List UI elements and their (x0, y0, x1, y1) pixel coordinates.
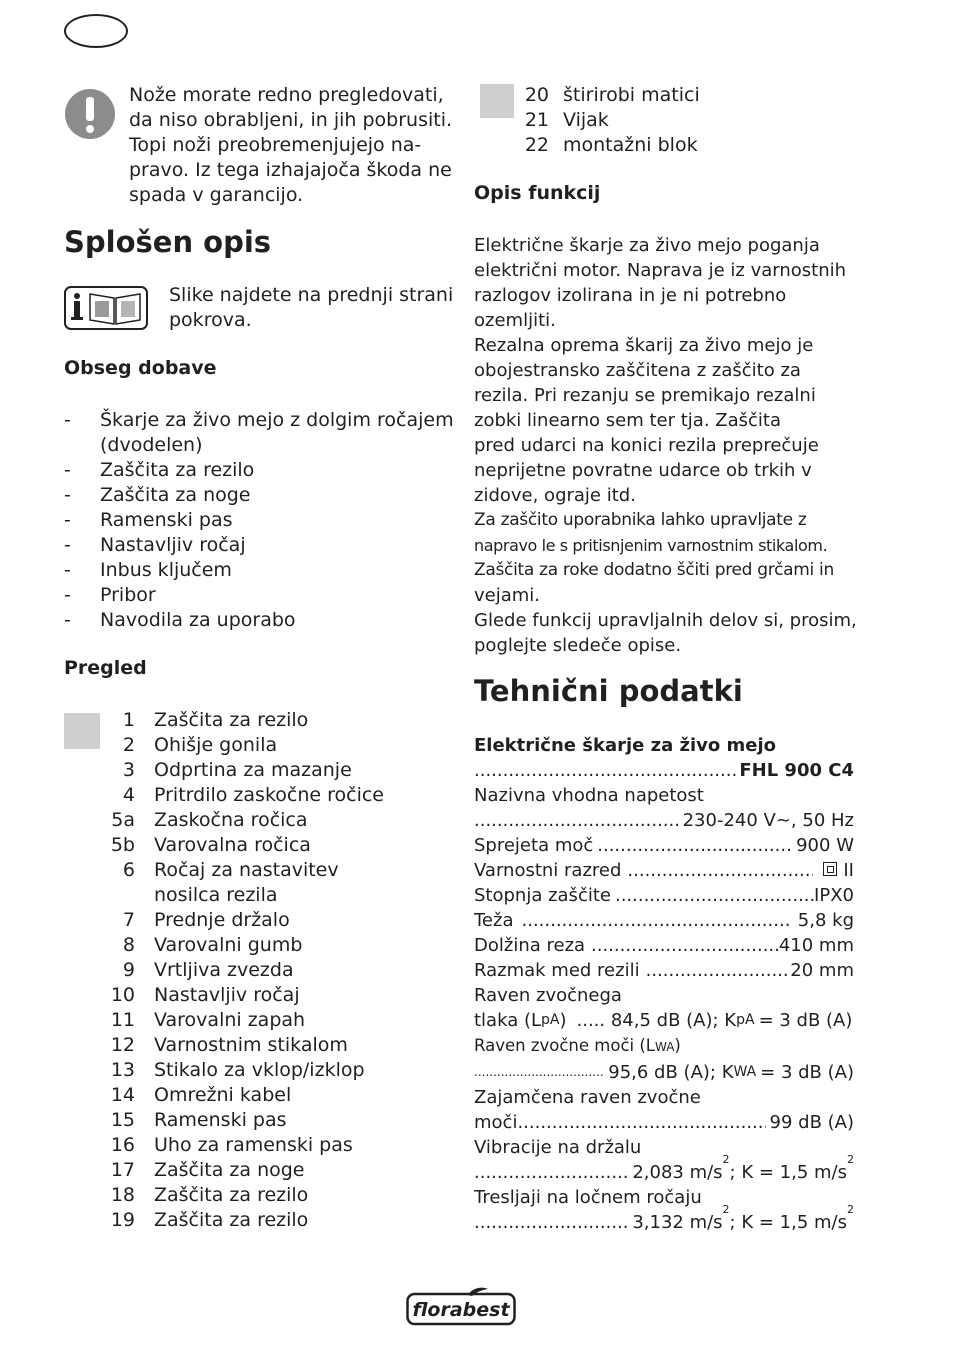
spec-row-cut: Dolžina reza ..... 410 mm (474, 933, 854, 958)
text-line: zobki linearno sem ter tja. Zaščita (474, 410, 781, 431)
list-item: 20 štirirobi matici (524, 84, 700, 106)
text-line: električni motor. Naprava je iz varnostnih (474, 260, 847, 281)
list-item: - Inbus ključem (64, 559, 232, 581)
spec-row-weight: Teža ..... 5,8 kg (474, 908, 854, 933)
info-text (169, 283, 453, 333)
section-title-overview: Pregled (64, 657, 147, 679)
text-line: pravo. Iz tega izhajajoča škoda ne (129, 159, 452, 181)
text-line: poglejte sledeče opise. (474, 635, 682, 656)
list-item: 1 Zaščita za rezilo (122, 709, 309, 731)
text-line: Za zaščito uporabnika lahko upravljate z (474, 510, 807, 530)
florabest-logo (406, 1286, 516, 1326)
functions-text (474, 233, 857, 658)
list-item: 15 Ramenski pas (110, 1109, 287, 1131)
list-item: 12 Varnostnim stikalom (110, 1034, 348, 1056)
list-item: 5a Zaskočna ročica (111, 809, 308, 831)
text-line: napravo le s pritisnjenim varnostnim stikalom. (474, 536, 828, 555)
spec-label: Tresljaji na ločnem ročaju (474, 1187, 702, 1208)
spec-label: Zajamčena raven zvočne (474, 1087, 701, 1108)
list-item: 22 montažni blok (524, 134, 698, 156)
text-line: zidove, ograje itd. (474, 485, 636, 506)
list-item: 11 Varovalni zapah (110, 1009, 306, 1031)
warning-text (129, 83, 452, 208)
spec-label: Raven zvočnega (474, 985, 622, 1006)
list-item: - Nastavljiv ročaj (64, 534, 246, 556)
list-item: 13 Stikalo za vklop/izklop (110, 1059, 365, 1081)
list-item: 21 Vijak (524, 109, 609, 131)
info-book-icon (64, 286, 148, 330)
list-item: - Pribor (64, 584, 156, 606)
list-item: 5b Varovalna ročica (110, 834, 311, 856)
list-item: 14 Omrežni kabel (110, 1084, 292, 1106)
figure-reference-square (64, 713, 100, 749)
list-item: 6 Ročaj za nastavitev (122, 859, 339, 881)
list-item: 9 Vrtljiva zvezda (122, 959, 294, 981)
spec-row-model (474, 758, 854, 783)
text-line: ozemljiti. (474, 310, 556, 331)
text-line: pokrova. (169, 309, 252, 331)
language-badge (64, 14, 128, 48)
spec-row-vibration-loop: ..... 3,132 m/s 2 ; K = 1,5 m/s 2 (474, 1210, 854, 1235)
list-item: - Zaščita za noge (64, 484, 251, 506)
list-item: 10 Nastavljiv ročaj (110, 984, 300, 1006)
text-line: neprijetne povratne udarce ob trkih v (474, 460, 812, 481)
section-title-functions: Opis funkcij (474, 182, 601, 204)
text-line: Slike najdete na prednji strani (169, 284, 454, 306)
logo-text: florabest (412, 1299, 510, 1321)
list-item: - Navodila za uporabo (64, 609, 296, 631)
list-item: - Zaščita za rezilo (64, 459, 255, 481)
list-item: 17 Zaščita za noge (110, 1159, 305, 1181)
model-value: FHL 900 C4 (739, 760, 854, 781)
overview-list (107, 708, 384, 1233)
spec-row-guaranteed: moči ..... 99 dB (A) (474, 1110, 854, 1135)
list-item: 2 Ohišje gonila (122, 734, 278, 756)
list-item: (dvodelen) (100, 434, 203, 456)
spec-row-spl: tlaka (L pA ) ..... 84,5 dB (A); K pA = 3 dB (A) (474, 1010, 853, 1031)
warning-icon (64, 88, 116, 140)
spec-row-lwa: ..... 95,6 dB (A); K WA = 3 dB (A) (474, 1060, 854, 1085)
list-item: nosilca rezila (154, 884, 278, 906)
text-line: Električne škarje za živo mejo poganja (474, 235, 820, 256)
product-label: Električne škarje za živo mejo (474, 735, 777, 756)
double-insulation-icon (823, 862, 837, 876)
text-line: Rezalna oprema škarij za živo mejo je (474, 335, 814, 356)
spec-row-gap: Razmak med rezili ..... 20 mm (474, 958, 854, 983)
text-line: Topi noži preobremenjujejo na- (129, 134, 422, 156)
list-item: 7 Prednje držalo (122, 909, 290, 931)
text-line: Nože morate redno pregledovati, (129, 84, 444, 106)
text-line: rezila. Pri rezanju se premikajo rezalni (474, 385, 816, 406)
spec-row-lwa-label: Raven zvočne moči (LWA) (474, 1036, 681, 1055)
list-item: 19 Zaščita za rezilo (110, 1209, 309, 1231)
text-line: da niso obrabljeni, in jih pobrusiti. (129, 109, 453, 131)
list-item: - Ramenski pas (64, 509, 233, 531)
list-item: 16 Uho za ramenski pas (110, 1134, 353, 1156)
scope-list (64, 408, 454, 633)
text-line: spada v garancijo. (129, 184, 304, 206)
list-item: 4 Pritrdilo zaskočne ročice (122, 784, 384, 806)
section-title-general: Splošen opis (64, 225, 272, 259)
tech-specs (474, 733, 854, 1235)
overview-list-continued (509, 83, 700, 158)
spec-row-ip: Stopnja zaščite ..... IPX0 (474, 883, 854, 908)
text-line: vejami. (474, 585, 541, 606)
section-title-scope: Obseg dobave (64, 357, 217, 379)
spec-row-power: Sprejeta moč ..... 900 W (474, 833, 854, 858)
spec-label: Nazivna vhodna napetost (474, 785, 704, 806)
text-line: Zaščita za roke dodatno ščiti pred grčami in (474, 560, 834, 580)
text-line: obojestransko zaščitena z zaščito za (474, 360, 801, 381)
spec-label: Vibracije na držalu (474, 1137, 642, 1158)
spec-row-voltage: ..... 230-240 V~, 50 Hz (474, 808, 854, 833)
section-title-tech: Tehnični podatki (474, 674, 743, 708)
text-line: Glede funkcij upravljalnih delov si, prosim, (474, 610, 857, 631)
spec-row-vibration: ..... 2,083 m/s 2 ; K = 1,5 m/s 2 (474, 1160, 854, 1185)
list-item: - Škarje za živo mejo z dolgim ročajem (64, 409, 454, 431)
list-item: 3 Odprtina za mazanje (122, 759, 352, 781)
text-line: razlogov izolirana in je ni potrebno (474, 285, 787, 306)
list-item: 8 Varovalni gumb (122, 934, 303, 956)
list-item: 18 Zaščita za rezilo (110, 1184, 309, 1206)
text-line: pred udarci na konici rezila preprečuje (474, 435, 819, 456)
spec-row-class: Varnostni razred ..... II (474, 858, 854, 883)
